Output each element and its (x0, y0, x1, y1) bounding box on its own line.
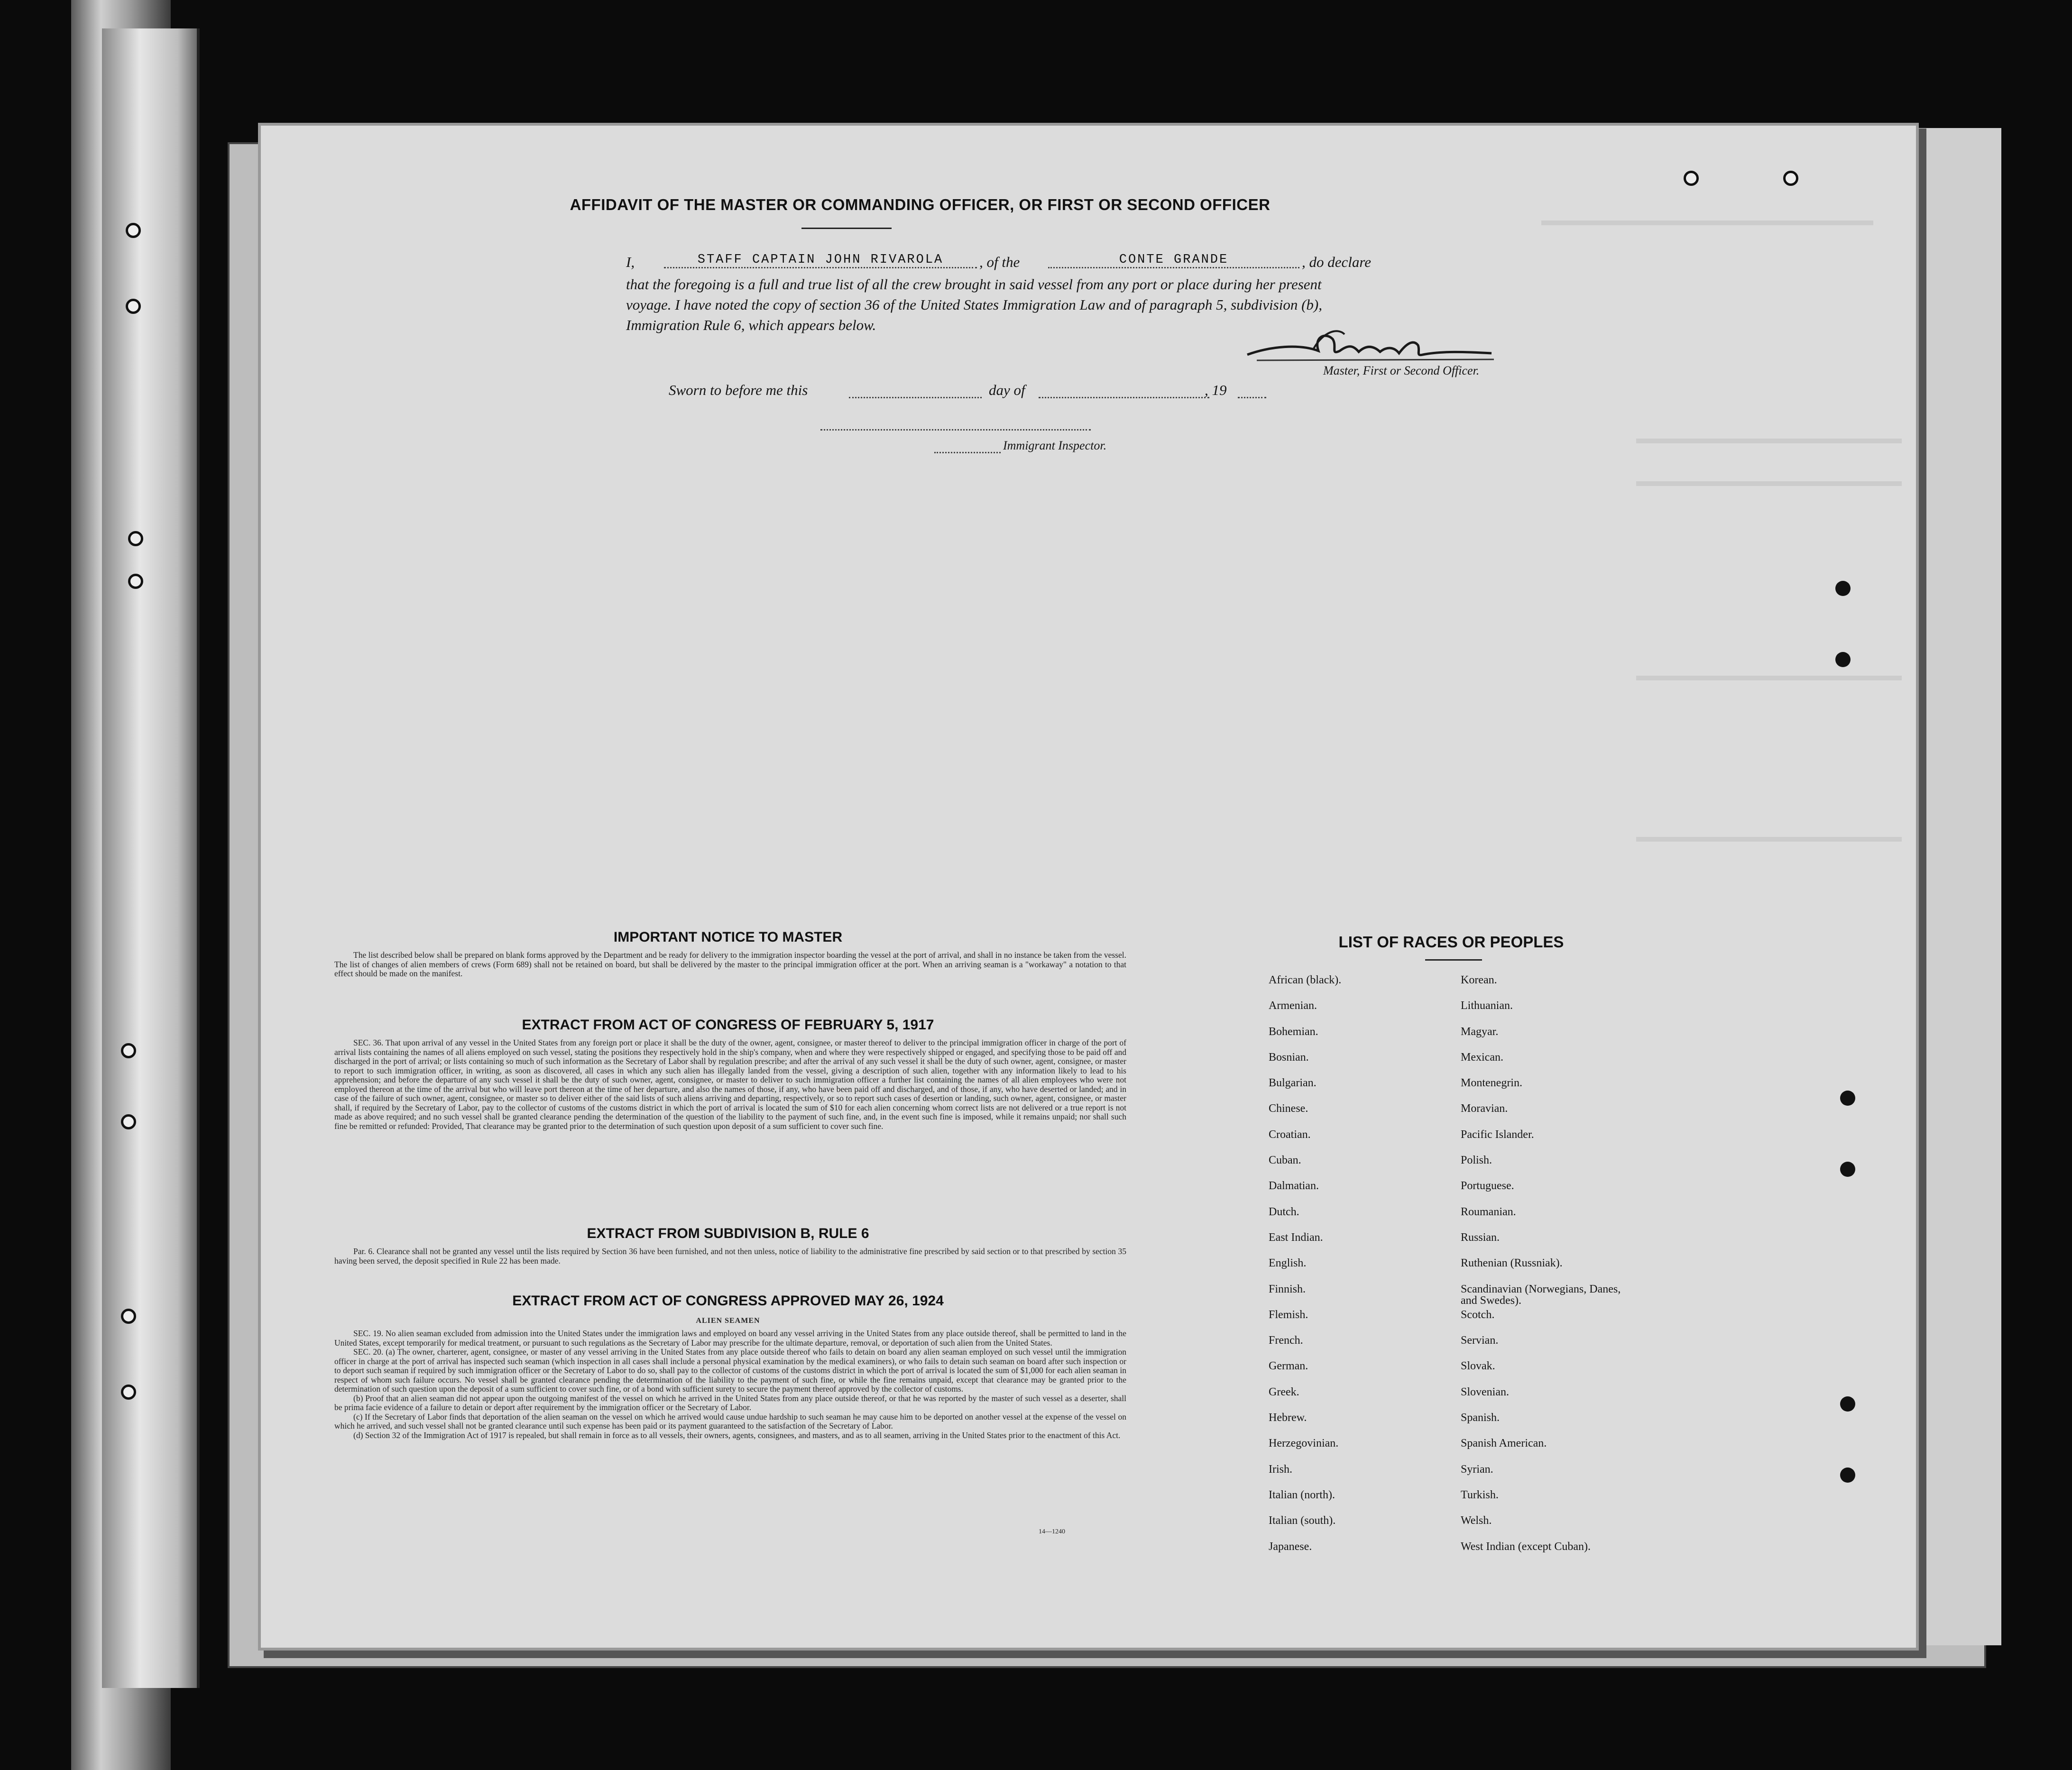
race-item: Slovak. (1461, 1360, 1495, 1373)
punch-hole (1840, 1091, 1855, 1106)
binder-hole (128, 574, 143, 589)
sworn-line-start: Sworn to before me this (669, 382, 808, 398)
inspector-caption-lead (934, 452, 1001, 453)
punch-hole (1835, 581, 1851, 596)
binder-hole (121, 1114, 136, 1129)
affidavit-line1-end: , do declare (1302, 254, 1372, 270)
extract-1924-paragraph: SEC. 20. (a) The owner, charterer, agent, consignee, or master of any vessel arriving in the United States from any place outside thereof who fails to detain on board any alien seaman employed on such vessel until the immigration officer in charge at the port of arrival has inspected such seaman (which inspection in all cases shall include a personal physical examination by the medical examiners), or who fails to detain such seaman on board after such inspection or to deport such seaman if required by such immigration officer or the Secretary of Labor to do so, shall pay to the collector of customs of the customs district in which the port of arrival is located the sum of $1,000 for each alien seaman in respect of whom such failure occurs. No vessel shall be granted clearance pending the determination of the liability to the payment of such fine, or while the fine remains unpaid, except that clearance may be granted prior to the determination of such question upon the deposit of a sum sufficient to cover such fine, or of a bond with sufficient surety to secure the payment thereof approved by the collector of customs. (334, 1347, 1126, 1394)
race-item: West Indian (except Cuban). (1461, 1540, 1591, 1553)
race-item: Bosnian. (1269, 1051, 1309, 1064)
extract-1917-text: SEC. 36. That upon arrival of any vessel in the United States from any foreign port or place it shall be the duty of the owner, agent, consignee, or master thereof to deliver to the principal immigration officer in charge of the port of arrival lists containing the names of all aliens employed on such vessel, stating the positions they respectively hold in the ship's company, when and where they were respectively shipped or engaged, and specifying those to be paid off and discharged in the port of arrival; or lists containing so much of such information as the Secretary of Labor shall by regulation prescribe; and after the arrival of any such vessel it shall be the duty of such owner, agent, consignee, or master to report to such immigration officer, in writing, as soon as discovered, all cases in which any such alien has illegally landed from the vessel, giving a description of such alien, together with any information likely to lead to his apprehension; and before the departure of any such vessel it shall be the duty of such owner, agent, consignee, or master to deliver to such immigration officer a further list containing the names of all alien employees who were not employed thereon at the time of the arrival but who will leave port thereon at the time of her departure, and also the names of those, if any, who have been paid off and discharged, and of those, if any, who have deserted or landed; and in case of the failure of such owner, agent, consignee, or master so to deliver either of the said lists of such aliens arriving and departing, respectively, or so to report such cases of desertion or landing, such owner, agent, consignee, or master shall, if required by the Secretary of Labor, pay to the collector of customs of the customs district in which the port of arrival is located the sum of $10 for each alien concerning whom correct lists are not delivered or a true report is not made as above required; and no such vessel shall be granted clearance pending the determination of the question of the liability to the payment of such fine, and, in the event such fine is imposed, while it remains unpaid; nor shall such fine be remitted or refunded: Provided, That clearance may be granted prior to the determination of such question upon deposit of a sum sufficient to cover such fine. (334, 1038, 1126, 1131)
bleed-through (1636, 676, 1902, 680)
notice-title: IMPORTANT NOTICE TO MASTER (613, 929, 843, 945)
race-item: Korean. (1461, 974, 1497, 986)
punch-hole (1840, 1467, 1855, 1483)
race-item: Roumanian. (1461, 1205, 1516, 1218)
inspector-caption: Immigrant Inspector. (1003, 439, 1107, 452)
binder-hole (126, 299, 141, 314)
races-title: LIST OF RACES OR PEOPLES (1338, 933, 1564, 951)
race-item: Bohemian. (1269, 1025, 1318, 1038)
races-right-column (1461, 974, 1636, 1567)
punch-hole (1783, 171, 1798, 186)
extract-1924-paragraph: (d) Section 32 of the Immigration Act of 1917 is repealed, but shall remain in force as to all vessels, their owners, agents, consignees, and masters, and as to all seamen, arriving in the United States prior to the enactment of this Act. (353, 1430, 1121, 1440)
extract-1924-paragraph: (b) Proof that an alien seaman did not appear upon the outgoing manifest of the vessel on which he arrived in the United States from any place outside thereof, or that he was reported by the master of such vessel as a deserter, shall be prima facie evidence of a failure to detain or deport after requirement by the immigration officer or the Secretary of Labor. (334, 1393, 1126, 1412)
extract-1924-paragraph: (c) If the Secretary of Labor finds that deportation of the alien seaman on the vessel on which he arrived would cause undue hardship to such seaman he may cause him to be deported on another vessel at the expense of the vessel on which he arrived, and such vessel shall not be granted clearance until such expense has been paid or its payment guaranteed to the satisfaction of the Secretary of Labor. (334, 1412, 1126, 1431)
race-item: Cuban. (1269, 1154, 1301, 1167)
sworn-year-field (1238, 397, 1266, 398)
race-item: English. (1269, 1257, 1307, 1270)
race-item: Chinese. (1269, 1102, 1308, 1115)
races-title-rule (1425, 959, 1482, 961)
sworn-month-field (1039, 397, 1209, 398)
bleed-through (1636, 439, 1902, 443)
inspector-signature-field (820, 429, 1091, 431)
race-item: Herzegovinian. (1269, 1437, 1339, 1450)
race-item: East Indian. (1269, 1231, 1323, 1244)
race-item: Polish. (1461, 1154, 1492, 1167)
form-number: 14—1240 (1039, 1528, 1065, 1535)
race-item: Hebrew. (1269, 1412, 1307, 1424)
punch-hole (1684, 171, 1699, 186)
sworn-day-field (849, 397, 982, 398)
race-item: Ruthenian (Russniak). (1461, 1257, 1563, 1270)
race-item: Spanish American. (1461, 1437, 1547, 1450)
race-item: Bulgarian. (1269, 1077, 1317, 1090)
race-item: Japanese. (1269, 1540, 1312, 1553)
punch-hole (1840, 1396, 1855, 1412)
affidavit-line2: that the foregoing is a full and true list of all the crew brought in said vessel from any port or place during her present (626, 276, 1322, 293)
race-item: Mexican. (1461, 1051, 1503, 1064)
extract-1924-subtitle: ALIEN SEAMEN (696, 1317, 760, 1325)
affidavit-title: AFFIDAVIT OF THE MASTER OR COMMANDING OFFICER, OR FIRST OR SECOND OFFICER (570, 196, 1271, 213)
race-item: Portuguese. (1461, 1180, 1514, 1192)
extract-1917-title: EXTRACT FROM ACT OF CONGRESS OF FEBRUARY 5, 1917 (522, 1017, 934, 1033)
affidavit-line4: Immigration Rule 6, which appears below. (626, 317, 876, 333)
race-item: Croatian. (1269, 1128, 1311, 1141)
race-item: Dalmatian. (1269, 1180, 1319, 1192)
punch-hole (1840, 1162, 1855, 1177)
race-item: Moravian. (1461, 1102, 1508, 1115)
binder-page-stack (102, 28, 200, 1688)
affidavit-line1-start: I, (626, 254, 635, 270)
race-item: Welsh. (1461, 1514, 1492, 1527)
race-item: Russian. (1461, 1231, 1500, 1244)
extract-1924-text (334, 1329, 1126, 1440)
sworn-line-end: , 19 (1205, 382, 1227, 398)
binder-hole (121, 1385, 136, 1400)
affidavit-line1-mid: , of the (979, 254, 1020, 270)
race-item: Scotch. (1461, 1308, 1495, 1321)
affidavit-line3: voyage. I have noted the copy of section 36 of the United States Immigration Law and of paragraph 5, subdivision (b), (626, 296, 1322, 313)
extract-rule6-text: Par. 6. Clearance shall not be granted any vessel until the lists required by Section 36 have been furnished, and not then unless, notice of liability to the administrative fine prescribed by said section or to that prescribed by section 35 having been served, the deposit specified in Rule 22 has been made. (334, 1247, 1126, 1266)
race-item: Irish. (1269, 1463, 1292, 1476)
race-item: Dutch. (1269, 1205, 1299, 1218)
punch-hole (1835, 652, 1851, 667)
extract-rule6-title: EXTRACT FROM SUBDIVISION B, RULE 6 (587, 1226, 869, 1241)
race-item: African (black). (1269, 974, 1342, 986)
binder-hole (128, 531, 143, 546)
extract-1924-paragraph: SEC. 19. No alien seaman excluded from admission into the United States under the immigration laws and employed on board any vessel arriving in the United States from any place outside thereof, shall be permitted to land in the United States, except temporarily for medical treatment, or pursuant to such regulations as the Secretary of Labor may prescribe for the ultimate departure, removal, or deportation of such alien from the United States. (334, 1329, 1126, 1348)
signature-caption: Master, First or Second Officer. (1323, 364, 1480, 377)
notice-text: The list described below shall be prepared on blank forms approved by the Department and be ready for delivery to the immigration inspector boarding the vessel at the port of arrival, and shall in no instance be taken from the vessel. The list of changes of alien members of crews (Form 689) shall not be retained on board, but shall be delivered by the master to the principal immigration officer at the port. When an arriving seaman is a "workaway" a notation to that effect should be made on the manifest. (334, 950, 1126, 978)
race-item: Flemish. (1269, 1308, 1308, 1321)
race-item: Magyar. (1461, 1025, 1499, 1038)
race-item: Spanish. (1461, 1412, 1500, 1424)
bleed-through (1541, 220, 1873, 225)
race-item: Montenegrin. (1461, 1077, 1522, 1090)
race-item: Italian (south). (1269, 1514, 1336, 1527)
race-item: Syrian. (1461, 1463, 1493, 1476)
races-left-column (1269, 974, 1341, 1567)
race-item: Italian (north). (1269, 1488, 1335, 1501)
binder-hole (121, 1309, 136, 1324)
officer-name-field: STAFF CAPTAIN JOHN RIVAROLA (664, 253, 977, 268)
race-item: Slovenian. (1461, 1385, 1509, 1398)
race-item: Finnish. (1269, 1283, 1306, 1295)
race-item: Servian. (1461, 1334, 1499, 1347)
binder-hole (126, 223, 141, 238)
bleed-through (1636, 481, 1902, 486)
race-item: French. (1269, 1334, 1303, 1347)
race-item: Pacific Islander. (1461, 1128, 1534, 1141)
sworn-line-mid: day of (989, 382, 1025, 398)
race-item: Scandinavian (Norwegians, Danes, and Swedes). (1461, 1283, 1621, 1307)
race-item: Lithuanian. (1461, 1000, 1513, 1012)
manifest-page (261, 126, 1916, 1648)
vessel-name-field: CONTE GRANDE (1048, 253, 1299, 268)
race-item: Greek. (1269, 1385, 1299, 1398)
extract-1924-title: EXTRACT FROM ACT OF CONGRESS APPROVED MAY 26, 1924 (512, 1293, 944, 1309)
race-item: German. (1269, 1360, 1308, 1373)
bleed-through (1636, 837, 1902, 842)
binder-hole (121, 1043, 136, 1058)
race-item: Armenian. (1269, 1000, 1317, 1012)
title-rule (801, 228, 892, 229)
race-item: Turkish. (1461, 1488, 1499, 1501)
